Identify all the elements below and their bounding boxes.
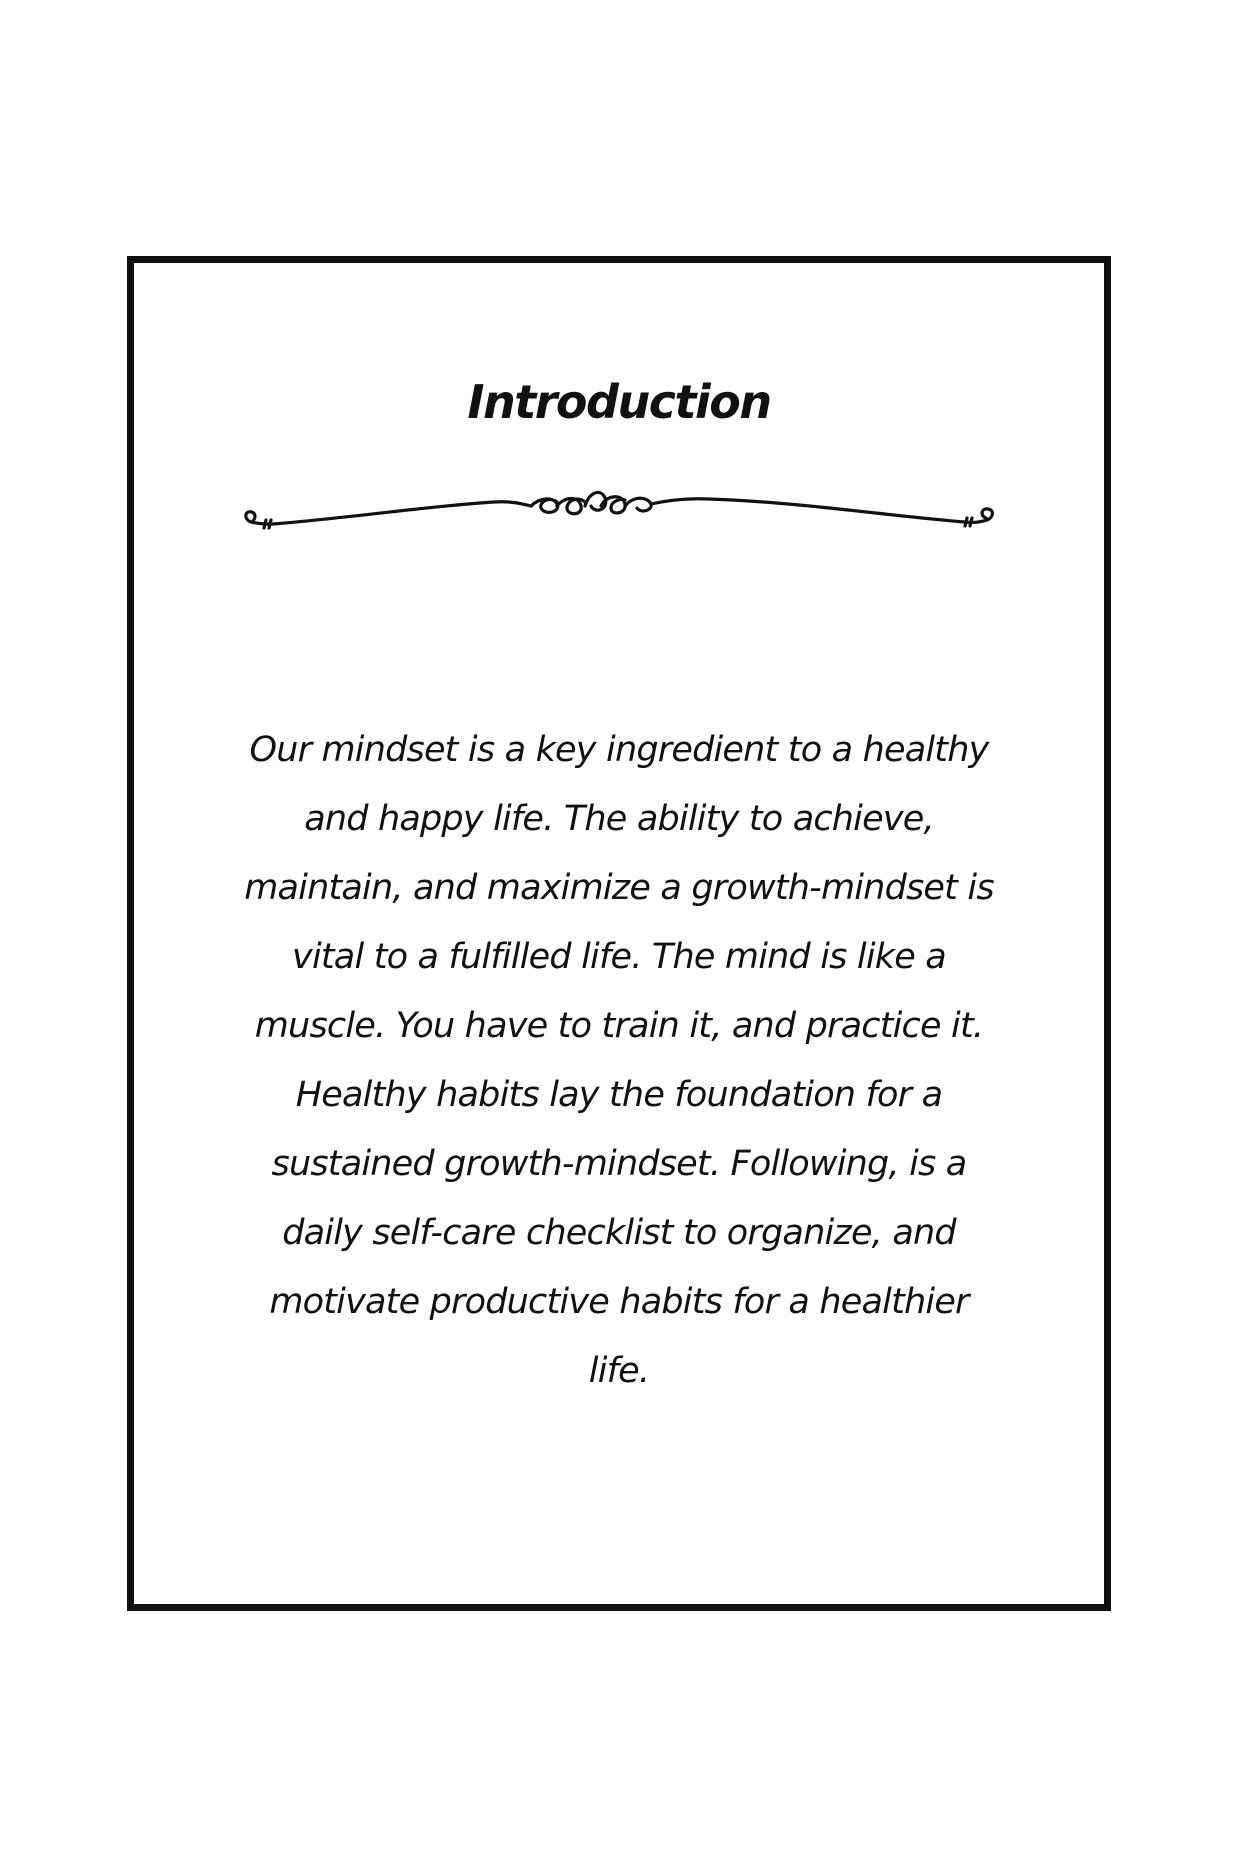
ornamental-divider-icon bbox=[134, 484, 1104, 544]
page-border-frame bbox=[127, 256, 1111, 1611]
introduction-paragraph: Our mindset is a key ingredient to a healthy and happy life. The ability to achieve, maintain, and maximize a growth-mindset is vital to a fulfilled life. The mind is like a muscle. You have to train it, and practice it. Healthy habits lay the foundation for a sustained growth-mindset. Following, is a daily self-care checklist to organize, and motivate productive habits for a healthier life. bbox=[244, 730, 994, 1391]
page-title: Introduction bbox=[467, 375, 771, 429]
